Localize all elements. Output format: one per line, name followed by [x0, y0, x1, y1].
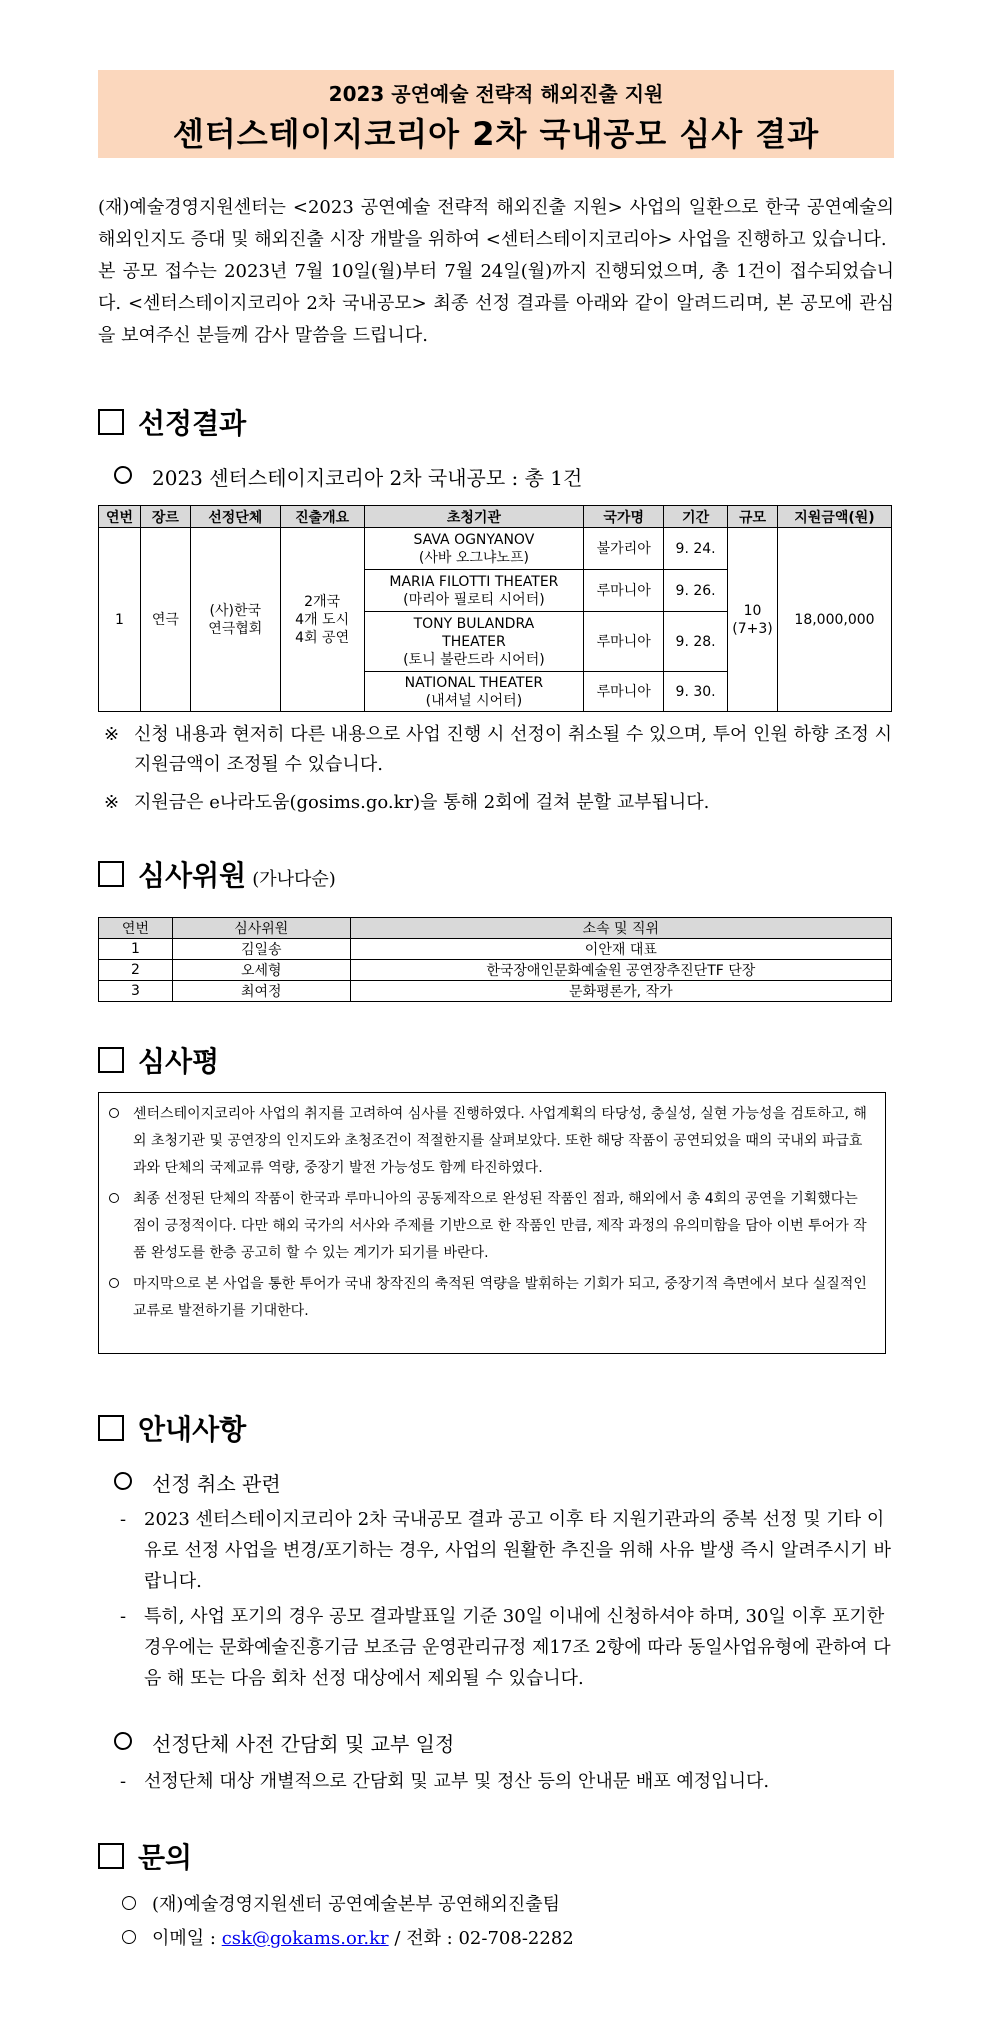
- contact-details: 이메일 : csk@gokams.or.kr / 전화 : 02-708-2282: [122, 1924, 574, 1950]
- judges-table: [98, 917, 892, 1002]
- cell-venue: NATIONAL THEATER (내셔널 시어터): [364, 672, 584, 712]
- review-item: 마지막으로 본 사업을 통한 투어가 국내 창작진의 축적된 역량을 발휘하는 기회가 되고, 중장기적 측면에서 보다 실질적인 교류로 발전하기를 기대한다.: [109, 1271, 875, 1325]
- col-header: 심사위원: [172, 918, 350, 939]
- table-row: [99, 939, 892, 960]
- guide-line: - 특히, 사업 포기의 경우 공모 결과발표일 기준 30일 이내에 신청하셔야 하며, 30일 이후 포기한 경우에는 문화예술진흥기금 보조금 운영관리규정 제17조 2항에 따라 동일사업유형에 관하여 다음 해 또는 다음 회차 선정 대상에서 제외될 수 있습니다.: [120, 1606, 891, 1689]
- col-header: 선정단체: [190, 506, 280, 528]
- phone-number: 02-708-2282: [458, 1928, 574, 1949]
- checkbox-square-icon: [98, 1415, 124, 1441]
- result-table-header: [99, 506, 892, 528]
- circle-bullet-icon: [122, 1930, 136, 1944]
- cell-venue: TONY BULANDRA THEATER (토니 불란드라 시어터): [364, 612, 584, 672]
- section-heading-result: 선정결과: [98, 402, 246, 442]
- judges-sort-note: (가나다순): [252, 869, 336, 890]
- circle-bullet-icon: [109, 1186, 133, 1267]
- table-row: [99, 981, 892, 1002]
- guide-item1-body: [120, 1504, 900, 1694]
- title-banner: [98, 70, 894, 158]
- section-heading-guide: 안내사항: [98, 1408, 246, 1448]
- table-row: [99, 960, 892, 981]
- cell-period: 9. 28.: [664, 612, 728, 672]
- cell-overview: 2개국 4개 도시 4회 공연: [280, 528, 364, 712]
- circle-bullet-icon: [114, 466, 132, 484]
- section-heading-judges: 심사위원 (가나다순): [98, 854, 336, 894]
- checkbox-square-icon: [98, 1047, 124, 1073]
- cell-no: 1: [99, 939, 173, 960]
- col-header: 규모: [728, 506, 778, 528]
- note-item: ※ 신청 내용과 현저히 다른 내용으로 사업 진행 시 선정이 취소될 수 있으며, 투어 인원 하향 조정 시 지원금액이 조정될 수 있습니다.: [104, 724, 893, 775]
- cell-period: 9. 26.: [664, 570, 728, 612]
- col-header: 기간: [664, 506, 728, 528]
- intro-paragraph-2: 본 공모 접수는 2023년 7월 10일(월)부터 7월 24일(월)까지 진행되었으며, 총 1건이 접수되었습니다. <센터스테이지코리아 2차 국내공모> 최종 선정 결과를 아래와 같이 알려드리며, 본 공모에 관심을 보여주신 분들께 감사 말씀을 드립니다.: [98, 261, 894, 346]
- guide-item2-body: [120, 1766, 900, 1797]
- cell-no: 1: [99, 528, 141, 712]
- col-header: 지원금액(원): [778, 506, 892, 528]
- cell-org: (사)한국 연극협회: [190, 528, 280, 712]
- page-subtitle: 2023 공연예술 전략적 해외진출 지원: [328, 82, 664, 106]
- cell-country: 루마니아: [584, 672, 664, 712]
- cell-judge-name: 최여정: [172, 981, 350, 1002]
- cell-country: 불가리아: [584, 528, 664, 570]
- cell-scale: 10 (7+3): [728, 528, 778, 712]
- table-row: [99, 528, 892, 570]
- col-header: 소속 및 직위: [350, 918, 891, 939]
- cell-position: 이안재 대표: [350, 939, 891, 960]
- col-header: 연번: [99, 506, 141, 528]
- col-header: 진출개요: [280, 506, 364, 528]
- section-heading-review: 심사평: [98, 1040, 219, 1080]
- section-heading-contact: 문의: [98, 1836, 192, 1876]
- checkbox-square-icon: [98, 1843, 124, 1869]
- circle-bullet-icon: [109, 1101, 133, 1182]
- note-item: ※ 지원금은 e나라도움(gosims.go.kr)을 통해 2회에 걸쳐 분할 교부됩니다.: [104, 792, 710, 813]
- circle-bullet-icon: [109, 1271, 133, 1325]
- cell-no: 2: [99, 960, 173, 981]
- cell-no: 3: [99, 981, 173, 1002]
- cell-country: 루마니아: [584, 612, 664, 672]
- cell-genre: 연극: [140, 528, 190, 712]
- guide-line: - 선정단체 대상 개별적으로 간담회 및 교부 및 정산 등의 안내문 배포 예정입니다.: [120, 1771, 770, 1792]
- circle-bullet-icon: [114, 1732, 132, 1750]
- cell-period: 9. 30.: [664, 672, 728, 712]
- result-summary: 2023 센터스테이지코리아 2차 국내공모 : 총 1건: [114, 462, 582, 491]
- col-header: 장르: [140, 506, 190, 528]
- cell-period: 9. 24.: [664, 528, 728, 570]
- cell-venue: SAVA OGNYANOV (사바 오그냐노프): [364, 528, 584, 570]
- result-notes: [104, 720, 894, 818]
- guide-item-title: 선정 취소 관련: [114, 1468, 281, 1497]
- circle-bullet-icon: [122, 1896, 136, 1910]
- contact-org: (재)예술경영지원센터 공연예술본부 공연해외진출팀: [122, 1890, 560, 1916]
- col-header: 연번: [99, 918, 173, 939]
- review-item: 센터스테이지코리아 사업의 취지를 고려하여 심사를 진행하였다. 사업계획의 타당성, 충실성, 실현 가능성을 검토하고, 해외 초청기관 및 공연장의 인지도와 초청조건이 적절한지를 살펴보았다. 또한 해당 작품이 공연되었을 때의 국내외 파급효과와 단체의 국제교류 역량, 중장기 발전 가능성도 함께 타진하였다.: [109, 1101, 875, 1182]
- review-item: 최종 선정된 단체의 작품이 한국과 루마니아의 공동제작으로 완성된 작품인 점과, 해외에서 총 4회의 공연을 기획했다는 점이 긍정적이다. 다만 해외 국가의 서사와 주제를 기반으로 한 작품인 만큼, 제작 과정의 유의미함을 담아 이번 투어가 작품 완성도를 한층 공고히 할 수 있는 계기가 되기를 바란다.: [109, 1186, 875, 1267]
- result-table: [98, 505, 892, 712]
- cell-amount: 18,000,000: [778, 528, 892, 712]
- cell-position: 한국장애인문화예술원 공연장추진단TF 단장: [350, 960, 891, 981]
- checkbox-square-icon: [98, 861, 124, 887]
- guide-line: - 2023 센터스테이지코리아 2차 국내공모 결과 공고 이후 타 지원기관과의 중복 선정 및 기타 이유로 선정 사업을 변경/포기하는 경우, 사업의 원활한 추진을 위해 사유 발생 즉시 알려주시기 바랍니다.: [120, 1509, 891, 1592]
- intro-paragraph-1: (재)예술경영지원센터는 <2023 공연예술 전략적 해외진출 지원> 사업의 일환으로 한국 공연예술의 해외인지도 증대 및 해외진출 시장 개발을 위하여 <센터스테이지코리아> 사업을 진행하고 있습니다.: [98, 197, 894, 250]
- cell-judge-name: 김일송: [172, 939, 350, 960]
- review-box: [98, 1092, 886, 1354]
- circle-bullet-icon: [114, 1472, 132, 1490]
- cell-position: 문화평론가, 작가: [350, 981, 891, 1002]
- intro-text: [98, 192, 894, 352]
- cell-country: 루마니아: [584, 570, 664, 612]
- checkbox-square-icon: [98, 409, 124, 435]
- cell-judge-name: 오세형: [172, 960, 350, 981]
- judges-table-header: [99, 918, 892, 939]
- col-header: 초청기관: [364, 506, 584, 528]
- page-title: 센터스테이지코리아 2차 국내공모 심사 결과: [172, 115, 820, 153]
- email-link[interactable]: csk@gokams.or.kr: [221, 1928, 389, 1949]
- guide-item-title: 선정단체 사전 간담회 및 교부 일정: [114, 1728, 454, 1757]
- col-header: 국가명: [584, 506, 664, 528]
- cell-venue: MARIA FILOTTI THEATER (마리아 필로티 시어터): [364, 570, 584, 612]
